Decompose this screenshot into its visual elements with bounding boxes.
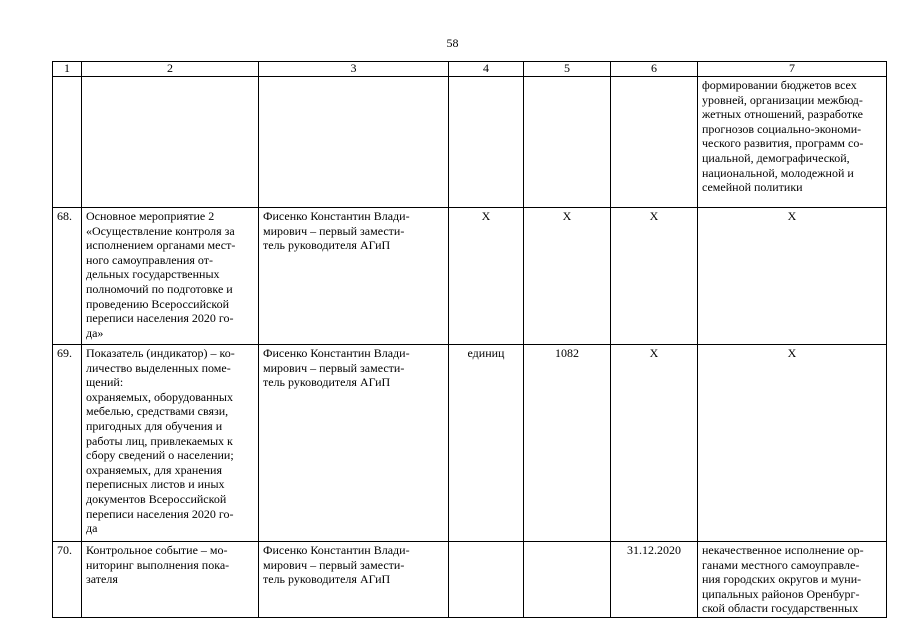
row-number-cell: 70.	[53, 542, 82, 618]
row-number-cell: 69.	[53, 345, 82, 542]
notes-cell: X	[698, 345, 887, 542]
value-cell: 1082	[524, 345, 611, 542]
responsible-cell: Фисенко Константин Влади- мирович – первый замести- тель руководителя АГиП	[259, 542, 449, 618]
unit-cell	[449, 542, 524, 618]
column-number-header: 7	[698, 62, 887, 77]
date-cell: X	[611, 208, 698, 345]
column-number-header: 5	[524, 62, 611, 77]
unit-cell	[449, 77, 524, 208]
description-cell: Основное мероприятие 2 «Осуществление контроля за исполнением органами мест- ного самоуправления от- дельных государственных полномочий по подготовке и проведению Всероссийской переписи населения 2020 го- да»	[82, 208, 259, 345]
value-cell: X	[524, 208, 611, 345]
description-cell: Показатель (индикатор) – ко- личество выделенных поме- щений: охраняемых, оборудованных мебелью, средствами связи, пригодных для обучения и работы лиц, привлекаемых к сбору сведений о населении; охраняемых, для хранения переписных листов и иных документов Всероссийской переписи населения 2020 го- да	[82, 345, 259, 542]
value-cell	[524, 77, 611, 208]
row-number-cell: 68.	[53, 208, 82, 345]
date-cell: 31.12.2020	[611, 542, 698, 618]
responsible-cell: Фисенко Константин Влади- мирович – первый замести- тель руководителя АГиП	[259, 345, 449, 542]
responsible-cell	[259, 77, 449, 208]
responsible-cell: Фисенко Константин Влади- мирович – первый замести- тель руководителя АГиП	[259, 208, 449, 345]
column-number-header: 2	[82, 62, 259, 77]
table-row	[53, 77, 887, 208]
table-row	[53, 542, 887, 618]
table-row	[53, 208, 887, 345]
column-number-header: 4	[449, 62, 524, 77]
row-number-cell	[53, 77, 82, 208]
unit-cell: единиц	[449, 345, 524, 542]
description-cell: Контрольное событие – мо- ниторинг выполнения пока- зателя	[82, 542, 259, 618]
program-table	[52, 61, 887, 618]
unit-cell: X	[449, 208, 524, 345]
column-number-row	[53, 62, 887, 77]
table-row	[53, 345, 887, 542]
column-number-header: 1	[53, 62, 82, 77]
value-cell	[524, 542, 611, 618]
notes-cell: формировании бюджетов всех уровней, организации межбюд- жетных отношений, разработке прогнозов социально-экономи- ческого развития, программ со- циальной, демографической, национальной, молодежной и семейной политики	[698, 77, 887, 208]
column-number-header: 6	[611, 62, 698, 77]
description-cell	[82, 77, 259, 208]
notes-cell: некачественное исполнение ор- ганами местного самоуправле- ния городских округов и муни- ципальных районов Оренбург- ской области государственных	[698, 542, 887, 618]
column-number-header: 3	[259, 62, 449, 77]
page-number: 58	[446, 36, 459, 50]
date-cell: X	[611, 345, 698, 542]
notes-cell: X	[698, 208, 887, 345]
date-cell	[611, 77, 698, 208]
